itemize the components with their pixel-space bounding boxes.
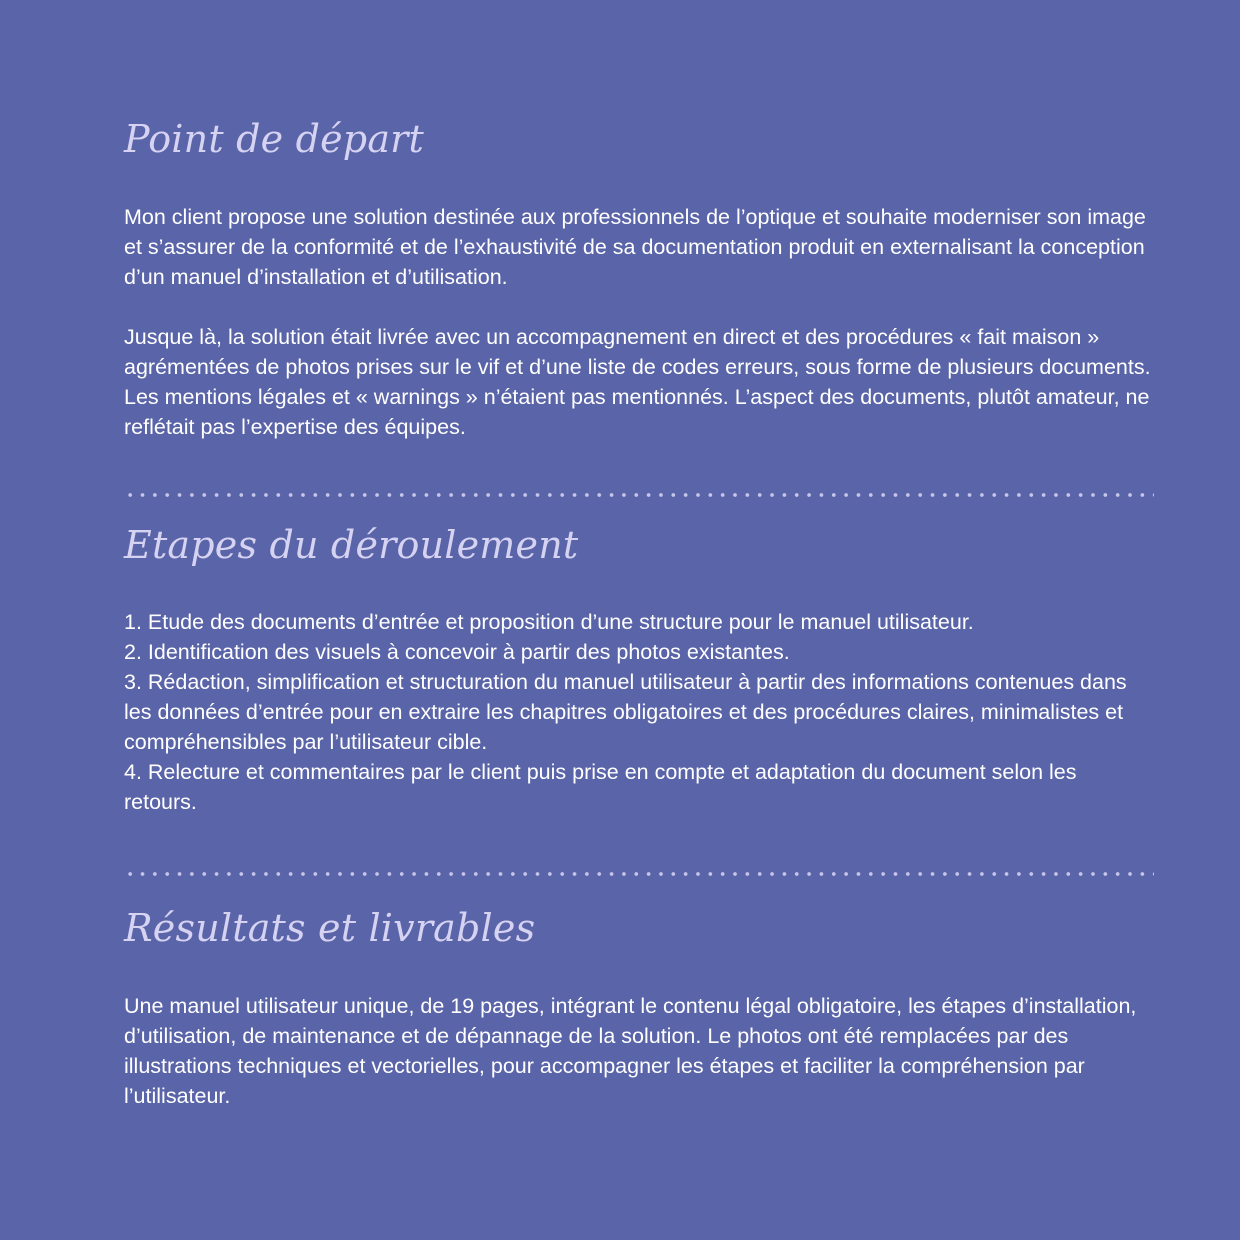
step-item: 3. Rédaction, simplification et structuration du manuel utilisateur à partir des informations contenues dans les données d’entrée pour en extraire les chapitres obligatoires et des procédures claires, minimalistes et compréhensibles par l’utilisateur cible. — [124, 670, 1127, 755]
step-item: 4. Relecture et commentaires par le client puis prise en compte et adaptation du document selon les retours. — [124, 760, 1077, 815]
section-point-de-depart — [124, 118, 1154, 442]
section-title-resultats: Résultats et livrables — [124, 906, 536, 951]
document-page — [124, 118, 1154, 1111]
paragraph-context: Mon client propose une solution destinée aux professionnels de l’optique et souhaite moderniser son image et s’assurer de la conformité et de l’exhaustivité de sa documentation produit en externalisant la conception d’un manuel d’installation et d’utilisation. — [124, 204, 1146, 289]
steps-list — [124, 607, 1154, 817]
paragraph-deliverables: Une manuel utilisateur unique, de 19 pages, intégrant le contenu légal obligatoire, les étapes d’installation, d’utilisation, de maintenance et de dépannage de la solution. Le photos ont été remplacées par des illustrations techniques et vectorielles, pour accompagner les étapes et faciliter la compréhension par l’utilisateur. — [124, 994, 1137, 1109]
paragraph-previous-situation: Jusque là, la solution était livrée avec un accompagnement en direct et des procédures « fait maison » agrémentées de photos prises sur le vif et d’une liste de codes erreurs, sous forme de plusieurs documents. Les mentions légales et « warnings » n’étaient pas mentionnés. L’aspect des documents, plutôt amateur, ne reflétait pas l’expertise des équipes. — [124, 324, 1151, 439]
section-etapes-du-deroulement — [124, 524, 1154, 818]
step-item: 1. Etude des documents d’entrée et proposition d’une structure pour le manuel utilisateur. — [124, 610, 974, 635]
step-item: 2. Identification des visuels à concevoir à partir des photos existantes. — [124, 640, 790, 665]
section-title-etapes: Etapes du déroulement — [124, 522, 579, 567]
section-resultats-et-livrables — [124, 907, 1154, 1111]
section-title-point-de-depart: Point de départ — [124, 117, 425, 161]
